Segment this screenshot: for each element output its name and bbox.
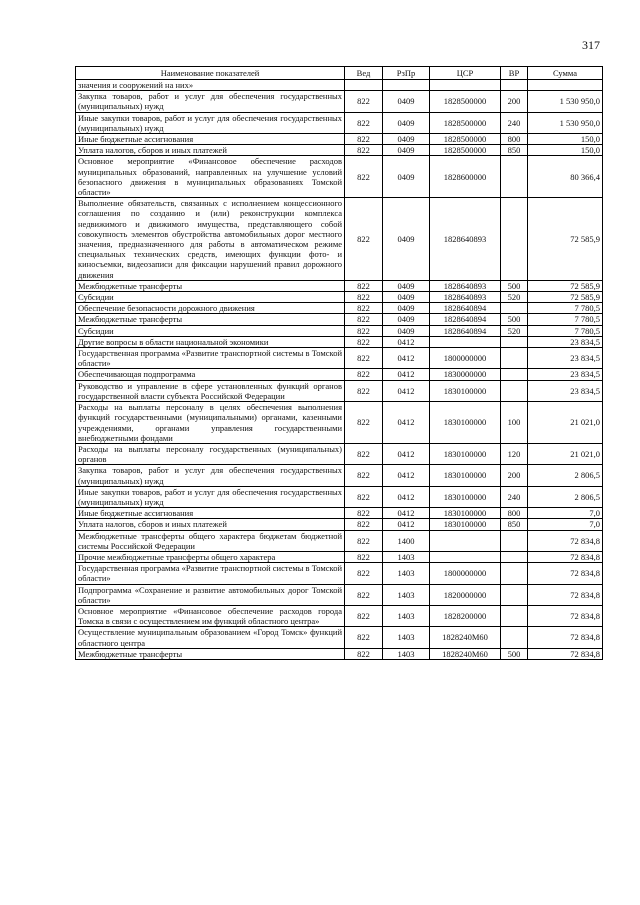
cell-vr: 200 (501, 465, 528, 486)
cell-rzpr: 0412 (383, 443, 430, 464)
cell-name: Основное мероприятие «Финансовое обеспечение расходов муниципальных образований, направленных на улучшение условий безопасного движения в муниципальных образованиях Томской области» (76, 156, 345, 198)
cell-sum: 150,0 (528, 134, 603, 145)
cell-csr: 1830100000 (430, 402, 501, 444)
table-row (76, 145, 603, 156)
cell-sum: 21 021,0 (528, 402, 603, 444)
cell-sum: 1 530 950,0 (528, 112, 603, 133)
cell-vr (501, 348, 528, 369)
cell-csr: 1828640894 (430, 325, 501, 336)
cell-ved: 822 (345, 91, 383, 112)
table-row (76, 112, 603, 133)
cell-ved: 822 (345, 380, 383, 401)
cell-sum: 23 834,5 (528, 369, 603, 380)
cell-vr: 520 (501, 325, 528, 336)
table-row (76, 156, 603, 198)
cell-vr (501, 551, 528, 562)
cell-csr: 1828500000 (430, 112, 501, 133)
cell-vr (501, 303, 528, 314)
cell-csr: 1830100000 (430, 508, 501, 519)
cell-vr: 120 (501, 443, 528, 464)
cell-rzpr: 0409 (383, 134, 430, 145)
cell-rzpr: 1403 (383, 584, 430, 605)
table-row (76, 627, 603, 648)
cell-ved: 822 (345, 134, 383, 145)
cell-ved: 822 (345, 156, 383, 198)
cell-csr: 1830100000 (430, 519, 501, 530)
cell-name: Иные закупки товаров, работ и услуг для обеспечения государственных (муниципальных) нужд (76, 486, 345, 507)
table-row (76, 402, 603, 444)
cell-sum: 23 834,5 (528, 336, 603, 347)
header-ved: Вед (345, 67, 383, 80)
cell-rzpr: 0412 (383, 336, 430, 347)
cell-csr: 1800000000 (430, 348, 501, 369)
cell-rzpr: 0412 (383, 380, 430, 401)
cell-name: Прочие межбюджетные трансферты общего характера (76, 551, 345, 562)
cell-ved: 822 (345, 325, 383, 336)
table-row (76, 134, 603, 145)
table-row (76, 648, 603, 659)
cell-name: Иные бюджетные ассигнования (76, 508, 345, 519)
cell-csr: 1828240М60 (430, 627, 501, 648)
table-row (76, 80, 603, 91)
cell-name: Расходы на выплаты персоналу в целях обеспечения выполнения функций государственными (муниципальными) органами, казенными учреждениями, органами управления государственными внебюджетными фондами (76, 402, 345, 444)
cell-sum: 23 834,5 (528, 348, 603, 369)
cell-csr: 1828640893 (430, 198, 501, 281)
cell-sum: 21 021,0 (528, 443, 603, 464)
cell-csr: 1830000000 (430, 369, 501, 380)
cell-vr (501, 156, 528, 198)
cell-rzpr: 1403 (383, 551, 430, 562)
cell-csr: 1820000000 (430, 584, 501, 605)
table-row (76, 325, 603, 336)
cell-csr (430, 551, 501, 562)
cell-sum: 72 834,8 (528, 530, 603, 551)
header-vr: ВР (501, 67, 528, 80)
table-row (76, 519, 603, 530)
table-row (76, 443, 603, 464)
cell-ved: 822 (345, 551, 383, 562)
cell-csr: 1828600000 (430, 156, 501, 198)
header-csr: ЦСР (430, 67, 501, 80)
cell-rzpr: 0409 (383, 112, 430, 133)
table-row (76, 280, 603, 291)
cell-name: Осуществление муниципальным образованием «Город Томск» функций областного центра (76, 627, 345, 648)
cell-rzpr: 1403 (383, 605, 430, 626)
cell-vr: 240 (501, 112, 528, 133)
cell-rzpr: 0409 (383, 198, 430, 281)
cell-name: Выполнение обязательств, связанных с исполнением концессионного соглашения по созданию и (или) реконструкции комплекса недвижимого и движимого имущества, представляющего собой совокупность элементов обустройства автомобильных дорог местного значения, предназначенного для работы в автоматическом режиме специальных технических средств, имеющих функции фото- и киносъемки, видеозаписи для фиксации нарушений правил дорожного движения (76, 198, 345, 281)
table-row (76, 530, 603, 551)
cell-sum: 72 834,8 (528, 584, 603, 605)
cell-csr: 1800000000 (430, 563, 501, 584)
cell-ved: 822 (345, 465, 383, 486)
cell-vr (501, 80, 528, 91)
cell-vr (501, 530, 528, 551)
cell-sum: 2 806,5 (528, 486, 603, 507)
cell-ved: 822 (345, 486, 383, 507)
cell-name: Межбюджетные трансферты (76, 648, 345, 659)
cell-name: Закупка товаров, работ и услуг для обеспечения государственных (муниципальных) нужд (76, 465, 345, 486)
cell-rzpr: 0409 (383, 91, 430, 112)
cell-sum: 150,0 (528, 145, 603, 156)
cell-vr: 520 (501, 292, 528, 303)
cell-vr (501, 380, 528, 401)
cell-vr (501, 198, 528, 281)
cell-vr (501, 605, 528, 626)
cell-name: значения и сооружений на них» (76, 80, 345, 91)
cell-csr: 1828640893 (430, 280, 501, 291)
cell-vr: 850 (501, 519, 528, 530)
cell-rzpr: 0412 (383, 508, 430, 519)
table-body (76, 80, 603, 660)
cell-name: Иные бюджетные ассигнования (76, 134, 345, 145)
table-row (76, 292, 603, 303)
header-name: Наименование показателей (76, 67, 345, 80)
cell-sum: 7 780,5 (528, 314, 603, 325)
table-row (76, 91, 603, 112)
cell-csr: 1830100000 (430, 465, 501, 486)
cell-sum: 72 834,8 (528, 648, 603, 659)
cell-ved: 822 (345, 627, 383, 648)
cell-rzpr: 0409 (383, 280, 430, 291)
table-row (76, 380, 603, 401)
cell-ved: 822 (345, 605, 383, 626)
cell-sum: 72 585,9 (528, 198, 603, 281)
cell-name: Подпрограмма «Сохранение и развитие автомобильных дорог Томской области» (76, 584, 345, 605)
cell-ved: 822 (345, 303, 383, 314)
cell-rzpr: 0409 (383, 292, 430, 303)
cell-vr: 800 (501, 134, 528, 145)
cell-ved: 822 (345, 443, 383, 464)
cell-csr: 1828240М60 (430, 648, 501, 659)
cell-name: Государственная программа «Развитие транспортной системы в Томской области» (76, 348, 345, 369)
cell-csr: 1830100000 (430, 443, 501, 464)
cell-name: Закупка товаров, работ и услуг для обеспечения государственных (муниципальных) нужд (76, 91, 345, 112)
cell-rzpr: 0412 (383, 348, 430, 369)
cell-sum: 72 834,8 (528, 563, 603, 584)
cell-csr: 1830100000 (430, 486, 501, 507)
cell-ved: 822 (345, 112, 383, 133)
cell-ved: 822 (345, 336, 383, 347)
table-row (76, 348, 603, 369)
cell-name: Обеспечивающая подпрограмма (76, 369, 345, 380)
cell-vr: 500 (501, 280, 528, 291)
cell-vr (501, 369, 528, 380)
cell-csr: 1828200000 (430, 605, 501, 626)
cell-csr: 1830100000 (430, 380, 501, 401)
cell-csr (430, 80, 501, 91)
cell-name: Уплата налогов, сборов и иных платежей (76, 519, 345, 530)
cell-ved: 822 (345, 508, 383, 519)
cell-sum: 7 780,5 (528, 303, 603, 314)
cell-rzpr: 0412 (383, 486, 430, 507)
table-row (76, 486, 603, 507)
header-rzpr: РзПр (383, 67, 430, 80)
cell-ved: 822 (345, 198, 383, 281)
page-number: 317 (582, 38, 600, 52)
cell-ved: 822 (345, 584, 383, 605)
cell-name: Основное мероприятие «Финансовое обеспечение расходов города Томска в связи с осуществлением им функций областного центра» (76, 605, 345, 626)
cell-csr: 1828640893 (430, 292, 501, 303)
cell-sum: 72 585,9 (528, 280, 603, 291)
cell-sum: 7 780,5 (528, 325, 603, 336)
cell-vr (501, 563, 528, 584)
table-row (76, 508, 603, 519)
cell-name: Уплата налогов, сборов и иных платежей (76, 145, 345, 156)
cell-sum: 72 834,8 (528, 605, 603, 626)
cell-name: Межбюджетные трансферты (76, 280, 345, 291)
table-header-row (76, 67, 603, 80)
cell-rzpr: 0409 (383, 314, 430, 325)
cell-name: Межбюджетные трансферты общего характера бюджетам бюджетной системы Российской Федерации (76, 530, 345, 551)
header-sum: Сумма (528, 67, 603, 80)
cell-vr (501, 627, 528, 648)
cell-rzpr: 1400 (383, 530, 430, 551)
cell-name: Межбюджетные трансферты (76, 314, 345, 325)
table-row (76, 465, 603, 486)
cell-ved: 822 (345, 369, 383, 380)
cell-csr: 1828500000 (430, 134, 501, 145)
cell-sum: 72 585,9 (528, 292, 603, 303)
table-row (76, 563, 603, 584)
cell-vr: 800 (501, 508, 528, 519)
cell-csr: 1828640894 (430, 303, 501, 314)
table-row (76, 314, 603, 325)
cell-csr: 1828640894 (430, 314, 501, 325)
cell-name: Государственная программа «Развитие транспортной системы в Томской области» (76, 563, 345, 584)
cell-rzpr: 0412 (383, 465, 430, 486)
cell-csr: 1828500000 (430, 145, 501, 156)
cell-vr: 200 (501, 91, 528, 112)
table-row (76, 198, 603, 281)
cell-ved: 822 (345, 563, 383, 584)
cell-vr: 500 (501, 648, 528, 659)
cell-sum: 1 530 950,0 (528, 91, 603, 112)
cell-vr: 100 (501, 402, 528, 444)
table-row (76, 369, 603, 380)
cell-sum (528, 80, 603, 91)
cell-name: Субсидии (76, 325, 345, 336)
cell-ved: 822 (345, 314, 383, 325)
cell-ved: 822 (345, 348, 383, 369)
cell-ved (345, 80, 383, 91)
cell-vr (501, 336, 528, 347)
cell-rzpr: 0412 (383, 519, 430, 530)
cell-sum: 7,0 (528, 508, 603, 519)
cell-ved: 822 (345, 292, 383, 303)
cell-name: Обеспечение безопасности дорожного движения (76, 303, 345, 314)
cell-ved: 822 (345, 280, 383, 291)
cell-csr (430, 336, 501, 347)
cell-ved: 822 (345, 530, 383, 551)
cell-rzpr: 1403 (383, 563, 430, 584)
table-row (76, 336, 603, 347)
cell-sum: 2 806,5 (528, 465, 603, 486)
cell-sum: 80 366,4 (528, 156, 603, 198)
table-row (76, 303, 603, 314)
cell-rzpr: 0409 (383, 325, 430, 336)
cell-sum: 23 834,5 (528, 380, 603, 401)
cell-rzpr: 0409 (383, 156, 430, 198)
cell-rzpr (383, 80, 430, 91)
cell-vr: 500 (501, 314, 528, 325)
cell-name: Другие вопросы в области национальной экономики (76, 336, 345, 347)
cell-sum: 7,0 (528, 519, 603, 530)
cell-name: Иные закупки товаров, работ и услуг для обеспечения государственных (муниципальных) нужд (76, 112, 345, 133)
cell-ved: 822 (345, 648, 383, 659)
cell-csr: 1828500000 (430, 91, 501, 112)
cell-rzpr: 0412 (383, 402, 430, 444)
cell-rzpr: 1403 (383, 648, 430, 659)
cell-vr (501, 584, 528, 605)
cell-rzpr: 1403 (383, 627, 430, 648)
cell-name: Руководство и управление в сфере установленных функций органов государственной власти субъекта Российской Федерации (76, 380, 345, 401)
cell-vr: 240 (501, 486, 528, 507)
cell-csr (430, 530, 501, 551)
cell-rzpr: 0409 (383, 303, 430, 314)
table-row (76, 584, 603, 605)
table-row (76, 605, 603, 626)
cell-ved: 822 (345, 402, 383, 444)
table-row (76, 551, 603, 562)
cell-vr: 850 (501, 145, 528, 156)
cell-sum: 72 834,8 (528, 551, 603, 562)
cell-rzpr: 0409 (383, 145, 430, 156)
cell-name: Расходы на выплаты персоналу государственных (муниципальных) органов (76, 443, 345, 464)
cell-ved: 822 (345, 145, 383, 156)
cell-name: Субсидии (76, 292, 345, 303)
cell-ved: 822 (345, 519, 383, 530)
cell-rzpr: 0412 (383, 369, 430, 380)
cell-sum: 72 834,8 (528, 627, 603, 648)
budget-table (75, 66, 603, 660)
